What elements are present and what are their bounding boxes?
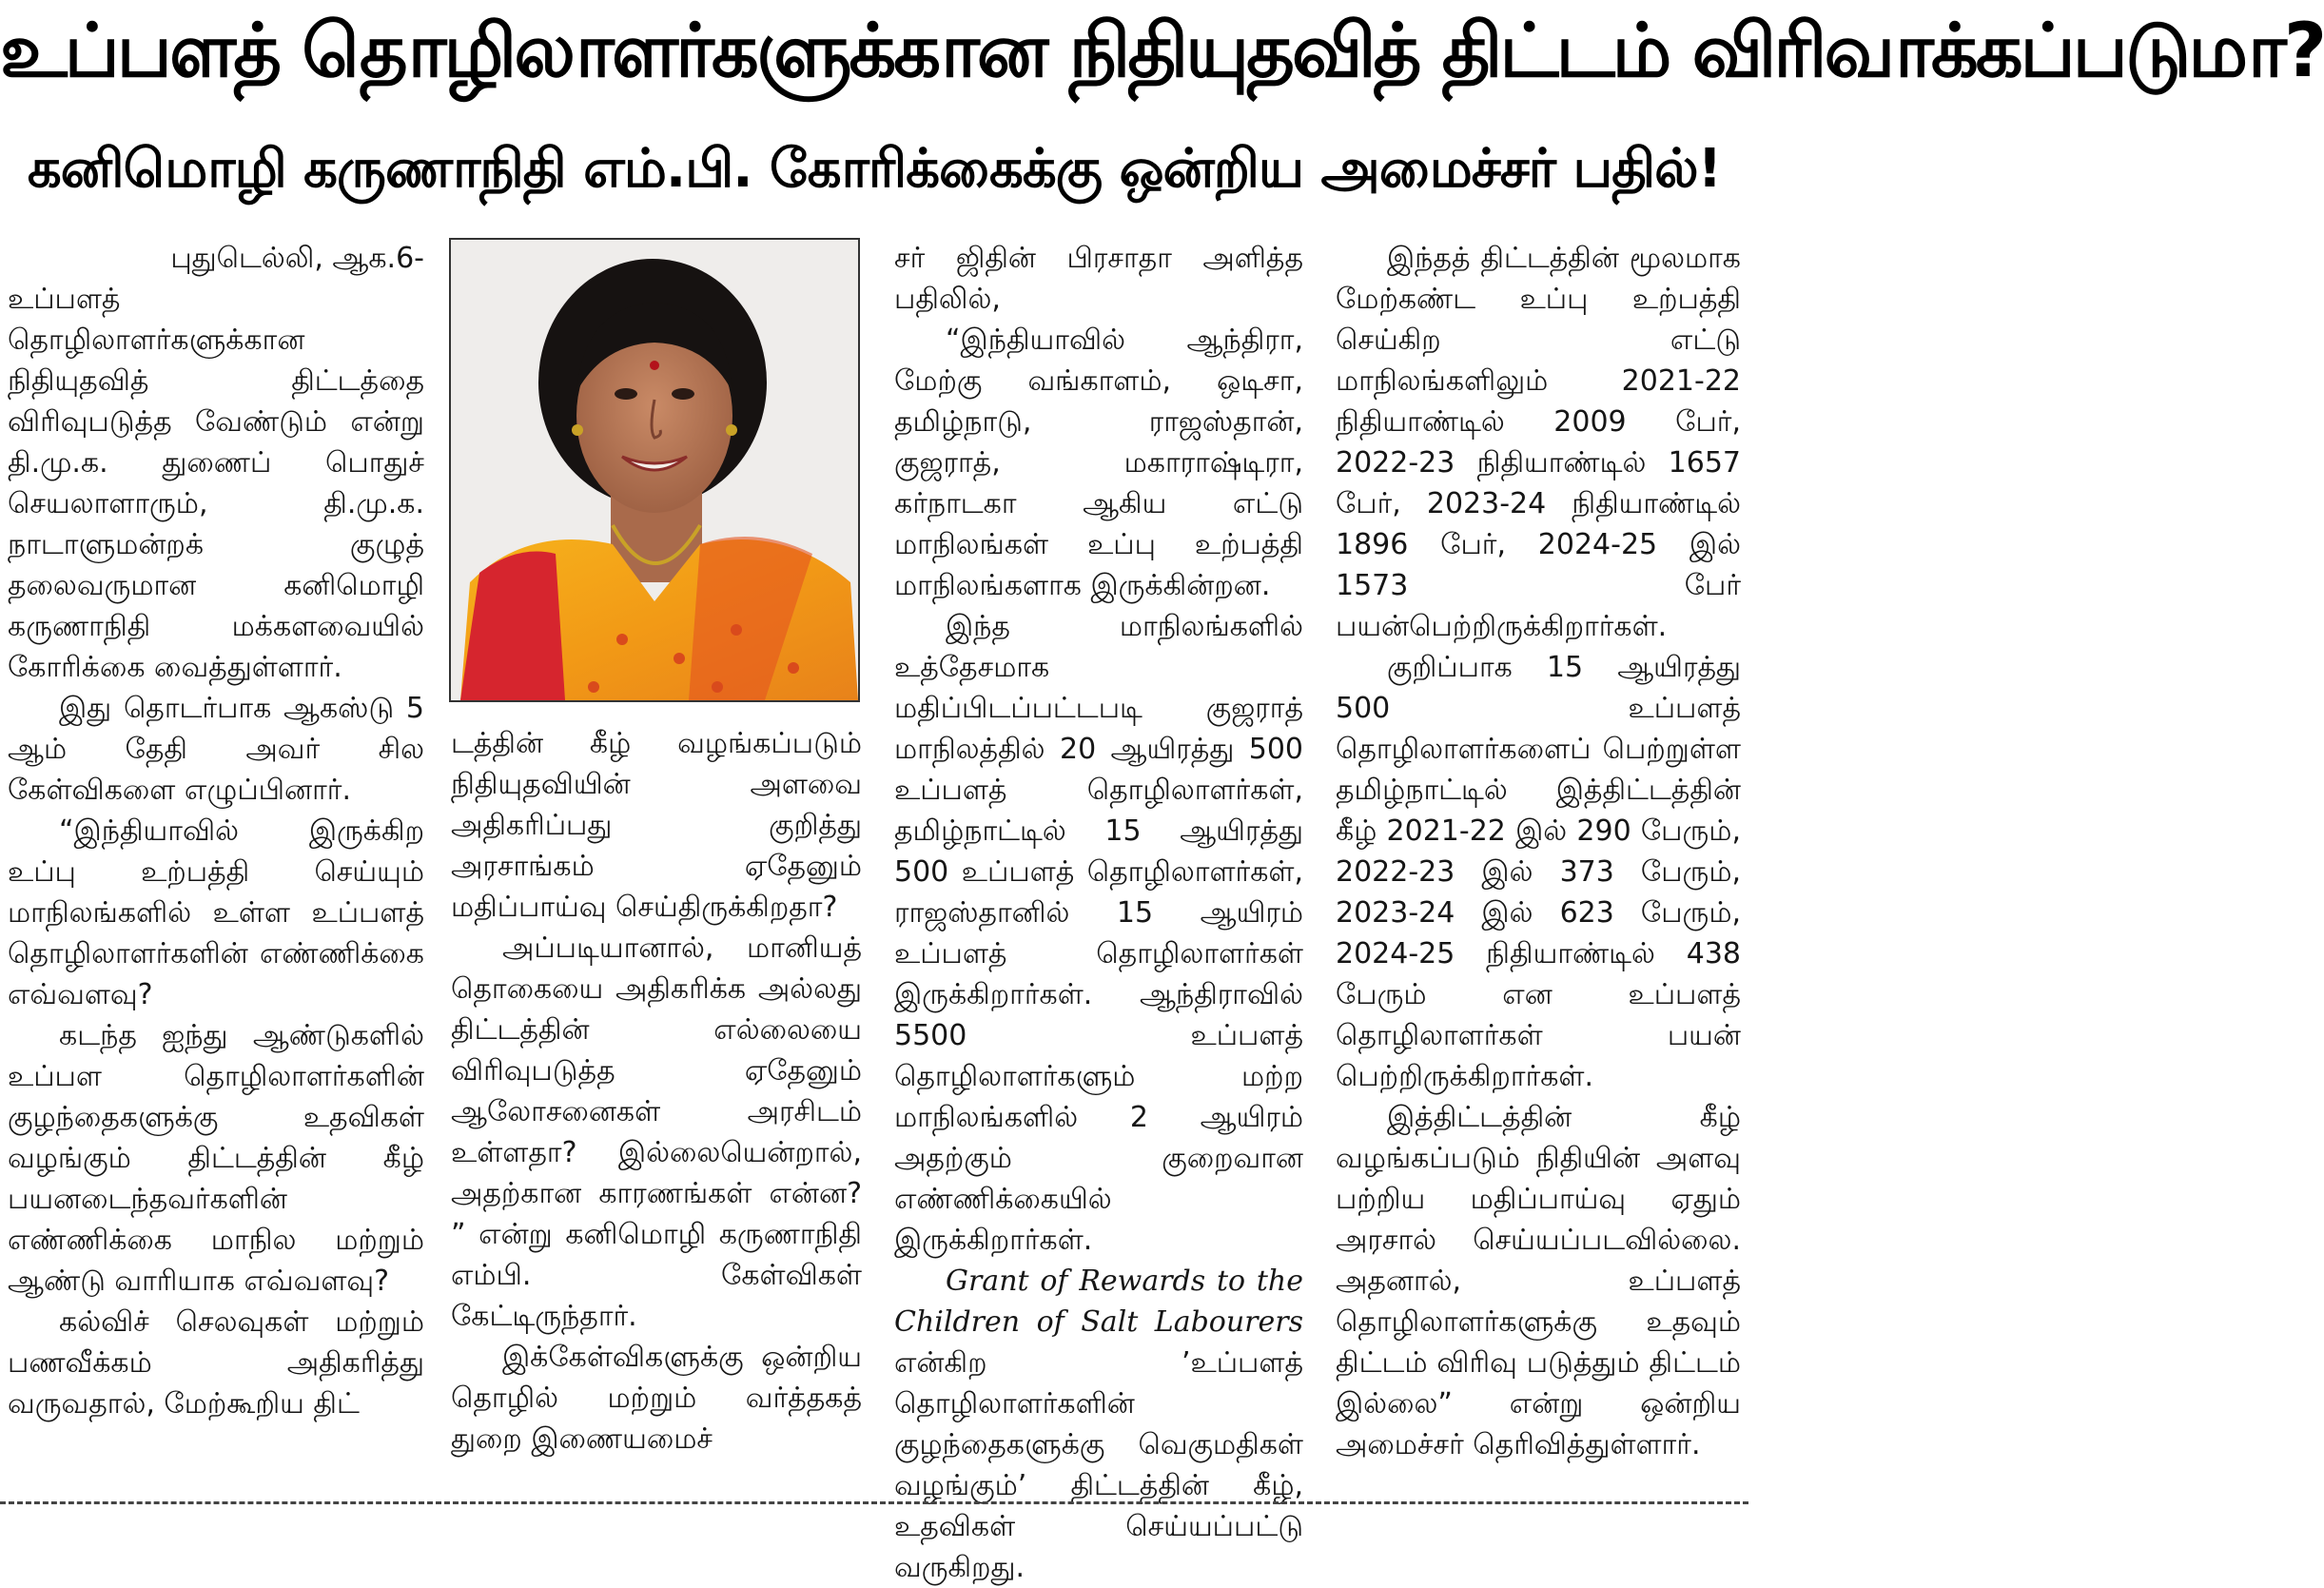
article-column-4 — [1336, 238, 1741, 1494]
bottom-dashed-rule — [0, 1501, 1748, 1504]
paragraph: இந்த மாநிலங்களில் உத்தேசமாக மதிப்பிடப்பட்டபடி குஜராத் மாநிலத்தில் 20 ஆயிரத்து 500 உப்பளத் தொழிலாளர்கள், தமிழ்நாட்டில் 15 ஆயிரத்து 500 உப்பளத் தொழிலாளர்கள், ராஜஸ்தானில் 15 ஆயிரம் உப்பளத் தொழிலாளர்கள் இருக்கிறார்கள். ஆந்திராவில் 5500 உப்பளத் தொழிலாளர்களும் மற்ற மாநிலங்களில் 2 ஆயிரம் அதற்கும் குறைவான எண்ணிக்கையில் இருக்கிறார்கள். — [894, 610, 1303, 1257]
article-column-3 — [894, 238, 1303, 1584]
paragraph: இக்கேள்விகளுக்கு ஒன்றிய தொழில் மற்றும் வர்த்தகத் துறை இணையமைச் — [451, 1341, 862, 1456]
paragraph: கல்விச் செலவுகள் மற்றும் பணவீக்கம் அதிகரித்து வருவதால், மேற்கூறிய திட் — [8, 1305, 424, 1421]
paragraph: குறிப்பாக 15 ஆயிரத்து 500 உப்பளத் தொழிலாளர்களைப் பெற்றுள்ள தமிழ்நாட்டில் இத்திட்டத்தின் கீழ் 2021-22 இல் 290 பேரும், 2022-23 இல் 373 பேரும், 2023-24 இல் 623 பேரும், 2024-25 நிதியாண்டில் 438 பேரும் என உப்பளத் தொழிலாளர்கள் பயன் பெற்றிருக்கிறார்கள். — [1336, 651, 1741, 1093]
paragraph — [894, 1261, 1303, 1588]
paragraph: உப்பளத் தொழிலாளர்களுக்கான நிதியுதவித் திட்டத்தை விரிவுபடுத்த வேண்டும் என்று தி.மு.க. துணைப் பொதுச் செயலாளாரும், தி.மு.க. நாடாளுமன்றக் குழுத் தலைவருமான கனிமொழி கருணாநிதி மக்களவையில் கோரிக்கை வைத்துள்ளார். — [8, 283, 424, 684]
paragraph: “இந்தியாவில் இருக்கிற உப்பு உற்பத்தி செய்யும் மாநிலங்களில் உள்ள உப்பளத் தொழிலாளர்களின் எண்ணிக்கை எவ்வளவு? — [8, 814, 424, 1011]
subheadline: கனிமொழி கருணாநிதி எம்.பி. கோரிக்கைக்கு ஒன்றிய அமைச்சர் பதில்! — [27, 138, 1722, 200]
headline: உப்பளத் தொழிலாளர்களுக்கான நிதியுதவித் திட்டம் விரிவாக்கப்படுமா? — [0, 9, 2324, 94]
paragraph: அப்படியானால், மானியத் தொகையை அதிகரிக்க அல்லது திட்டத்தின் எல்லையை விரிவுபடுத்த ஏதேனும் ஆலோசனைகள் அரசிடம் உள்ளதா? இல்லையென்றால், அதற்கான காரணங்கள் என்ன? ” என்று கனிமொழி கருணாநிதி எம்பி. கேள்விகள் கேட்டிருந்தார். — [451, 931, 862, 1333]
dateline: புதுடெல்லி, ஆக.6- — [170, 242, 424, 275]
paragraph-text: என்கிற ’உப்பளத் தொழிலாளர்களின் குழந்தைகளுக்கு வெகுமதிகள் வழங்கும்’ திட்டத்தின் கீழ், உதவிகள் செய்யப்பட்டு வருகிறது. — [894, 1346, 1303, 1584]
scheme-name-english: Grant of Rewards to the Children of Salt Labourers — [894, 1265, 1303, 1339]
paragraph: இது தொடர்பாக ஆகஸ்டு 5 ஆம் தேதி அவர் சில கேள்விகளை எழுப்பினார். — [8, 692, 424, 807]
paragraph: கடந்த ஐந்து ஆண்டுகளில் உப்பள தொழிலாளர்களின் குழந்தைகளுக்கு உதவிகள் வழங்கும் திட்டத்தின் கீழ் பயனடைந்தவர்களின் எண்ணிக்கை மாநில மற்றும் ஆண்டு வாரியாக எவ்வளவு? — [8, 1019, 424, 1298]
article-column-1 — [8, 238, 424, 1494]
article-column-2 — [451, 723, 862, 1494]
paragraph: டத்தின் கீழ் வழங்கப்படும் நிதியுதவியின் அளவை அதிகரிப்பது குறித்து அரசாங்கம் ஏதேனும் மதிப்பாய்வு செய்திருக்கிறதா? — [451, 727, 862, 924]
paragraph: சர் ஜிதின் பிரசாதா அளித்த பதிலில், — [894, 242, 1303, 316]
paragraph: இத்திட்டத்தின் கீழ் வழங்கப்படும் நிதியின் அளவு பற்றிய மதிப்பாய்வு ஏதும் அரசால் செய்யப்படவில்லை. அதனால், உப்பளத் தொழிலாளர்களுக்கு உதவும் திட்டம் விரிவு படுத்தும் திட்டம் இல்லை” என்று ஒன்றிய அமைச்சர் தெரிவித்துள்ளார். — [1336, 1101, 1741, 1461]
portrait-illustration — [451, 240, 858, 700]
portrait-photo — [449, 238, 860, 702]
paragraph: “இந்தியாவில் ஆந்திரா, மேற்கு வங்காளம், ஒடிசா, தமிழ்நாடு, ராஜஸ்தான், குஜராத், மகாராஷ்டிரா, கர்நாடகா ஆகிய எட்டு மாநிலங்கள் உப்பு உற்பத்தி மாநிலங்களாக இருக்கின்றன. — [894, 323, 1303, 602]
paragraph: இந்தத் திட்டத்தின் மூலமாக மேற்கண்ட உப்பு உற்பத்தி செய்கிற எட்டு மாநிலங்களிலும் 2021-22 நிதியாண்டில் 2009 பேர், 2022-23 நிதியாண்டில் 1657 பேர், 2023-24 நிதியாண்டில் 1896 பேர், 2024-25 இல் 1573 பேர் பயன்பெற்றிருக்கிறார்கள். — [1336, 242, 1741, 643]
